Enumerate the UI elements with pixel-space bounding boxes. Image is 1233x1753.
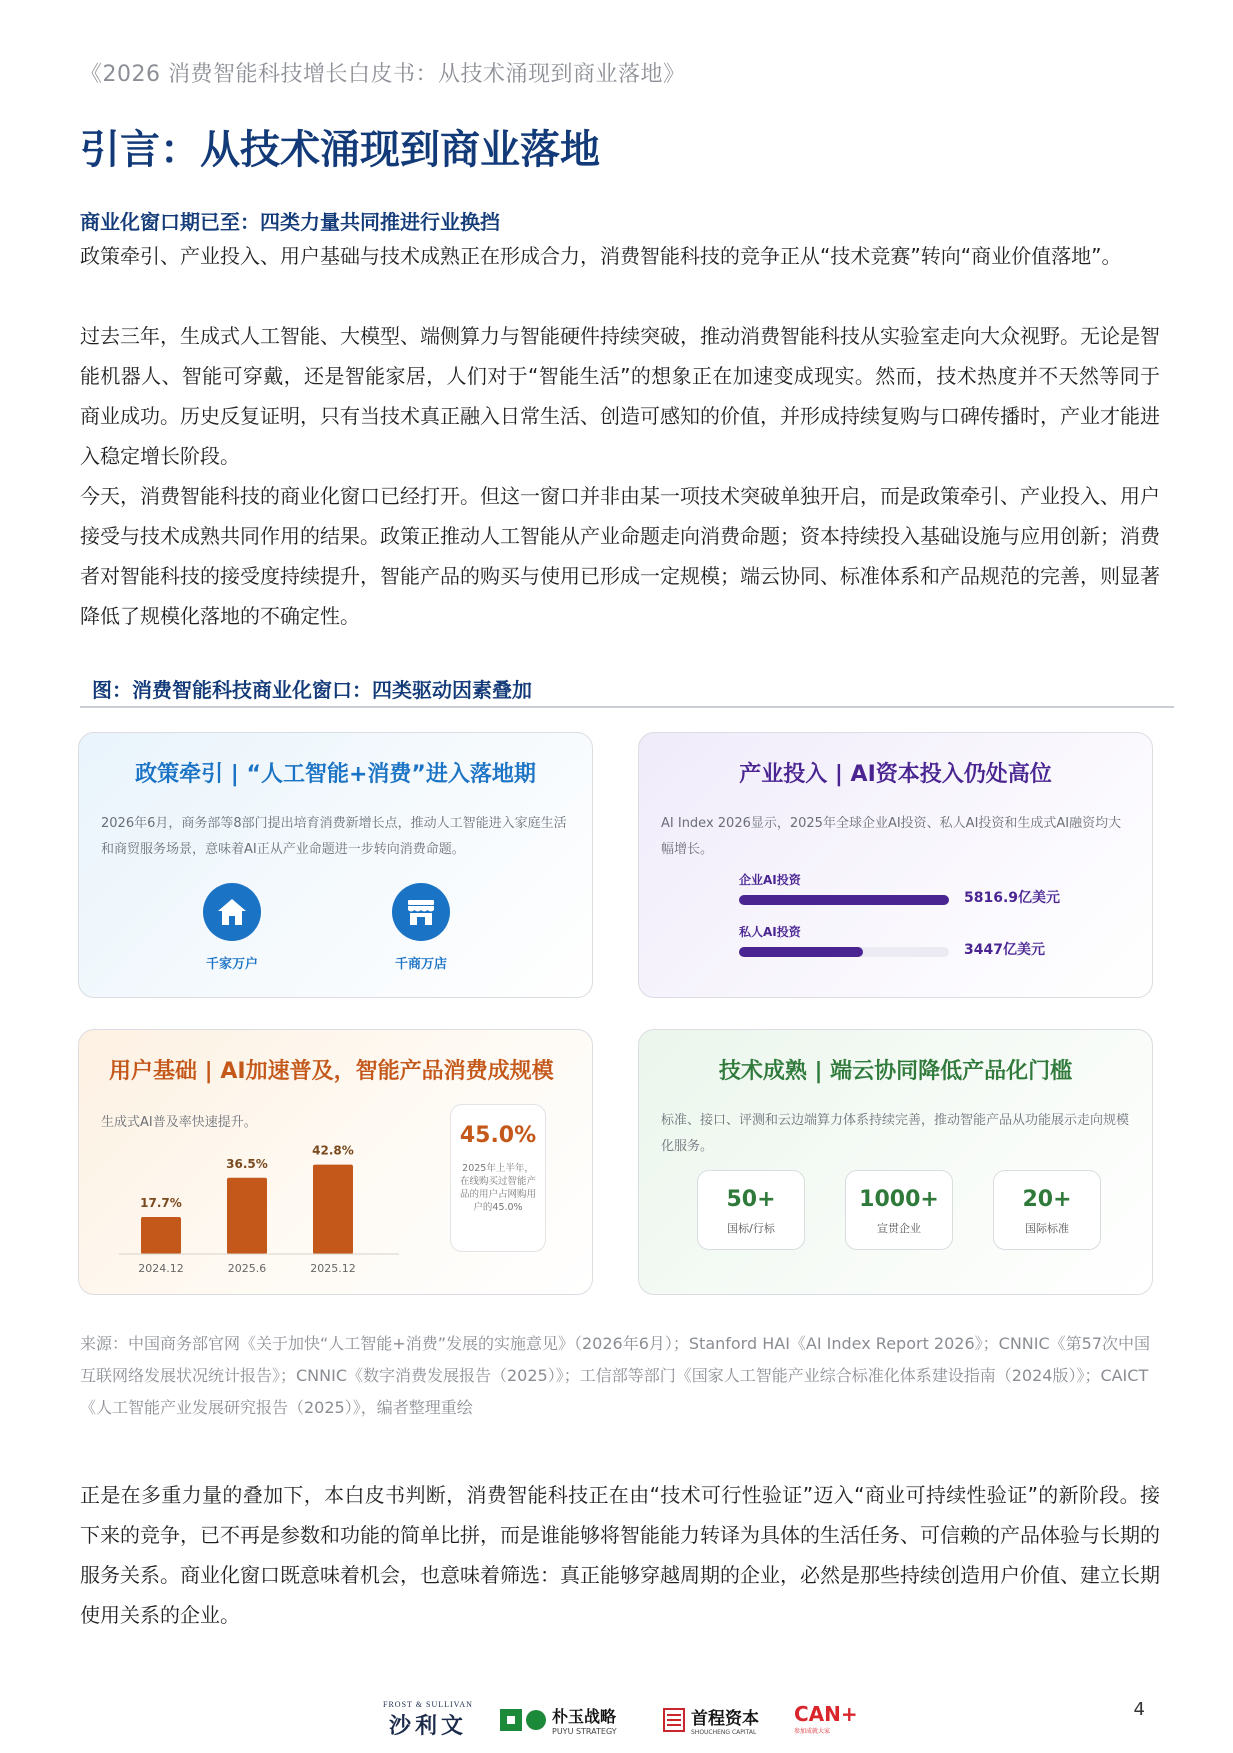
running-header: 《2026 消费智能科技增长白皮书：从技术涌现到商业落地》 bbox=[80, 62, 686, 87]
investment-bar-value: 3447亿美元 bbox=[964, 942, 1045, 958]
puyu-logo-en: PUYU STRATEGY bbox=[552, 1727, 617, 1736]
user-card-desc: 生成式AI普及率快速提升。 bbox=[101, 1115, 257, 1130]
puyu-logo bbox=[500, 1704, 617, 1736]
online-purchase-stat bbox=[450, 1104, 546, 1252]
investment-bar-fill bbox=[739, 947, 863, 957]
metric-value: 20+ bbox=[1022, 1187, 1072, 1212]
can-logo-sub: 参加成就大家 bbox=[794, 1728, 831, 1735]
investment-bar-fill bbox=[739, 895, 949, 905]
bar-value-label: 17.7% bbox=[140, 1196, 182, 1211]
x-tick-label: 2025.6 bbox=[227, 1262, 267, 1275]
tech-maturity-card bbox=[638, 1029, 1153, 1295]
can-logo-text: CAN+ bbox=[794, 1702, 858, 1726]
x-tick-label: 2024.12 bbox=[138, 1262, 184, 1275]
metric-label: 国标/行标 bbox=[727, 1222, 775, 1235]
puyu-logo-cn: 朴玉战略 bbox=[552, 1707, 617, 1726]
investment-card-title: 产业投入 | AI资本投入仍处高位 bbox=[739, 762, 1052, 787]
house-icon bbox=[203, 883, 261, 941]
metric-card bbox=[845, 1170, 953, 1250]
user-card-title: 用户基础 | AI加速普及，智能产品消费成规模 bbox=[109, 1059, 554, 1084]
user-base-card bbox=[78, 1029, 593, 1295]
closing-paragraph: 正是在多重力量的叠加下，本白皮书判断，消费智能科技正在由“技术可行性验证”迈入“商业可持续性验证”的新阶段。接下来的竞争，已不再是参数和功能的简单比拼，而是谁能够将智能能力转译为具体的生活任务、可信赖的产品体验与长期的服务关系。商业化窗口既意味着机会，也意味着筛选：真正能够穿越周期的企业，必然是那些持续创造用户价值、建立长期使用关系的企业。 bbox=[80, 1483, 1160, 1627]
paragraph-2: 过去三年，生成式人工智能、大模型、端侧算力与智能硬件持续突破，推动消费智能科技从实验室走向大众视野。无论是智能机器人、智能可穿戴，还是智能家居，人们对于“智能生活”的想象正在加速变成现实。然而，技术热度并不天然等同于商业成功。历史反复证明，只有当技术真正融入日常生活、创造可感知的价值，并形成持续复购与口碑传播时，产业才能进入稳定增长阶段。 bbox=[80, 324, 1160, 468]
penetration-bar bbox=[313, 1165, 353, 1254]
bar-value-label: 36.5% bbox=[226, 1156, 268, 1171]
store-icon bbox=[392, 883, 450, 941]
stat-note: 2025年上半年，在线购买过智能产品的用户占网购用户的45.0% bbox=[459, 1163, 536, 1213]
metric-value: 50+ bbox=[726, 1187, 776, 1212]
policy-item-label: 千商万店 bbox=[394, 957, 447, 972]
page-title: 引言：从技术涌现到商业落地 bbox=[80, 127, 600, 173]
metric-card bbox=[993, 1170, 1101, 1250]
section-subheading: 商业化窗口期已至：四类力量共同推进行业换挡 bbox=[80, 210, 500, 234]
investment-bar-value: 5816.9亿美元 bbox=[964, 890, 1061, 906]
penetration-bar bbox=[227, 1178, 267, 1254]
paragraph-3: 今天，消费智能科技的商业化窗口已经打开。但这一窗口并非由某一项技术突破单独开启，而是政策牵引、产业投入、用户接受与技术成熟共同作用的结果。政策正推动人工智能从产业命题走向消费命题；资本持续投入基础设施与应用创新；消费者对智能科技的接受度持续提升，智能产品的购买与使用已形成一定规模；端云协同、标准体系和产品规范的完善，则显著降低了规模化落地的不确定性。 bbox=[80, 484, 1160, 628]
investment-bar-row bbox=[739, 871, 1069, 906]
investment-bar-label: 企业AI投资 bbox=[739, 873, 801, 887]
policy-card-desc: 2026年6月，商务部等8部门提出培育消费新增长点，推动人工智能进入家庭生活和商贸服务场景，意味着AI正从产业命题进一步转向消费命题。 bbox=[101, 816, 567, 857]
figure-title: 图：消费智能科技商业化窗口：四类驱动因素叠加 bbox=[92, 678, 532, 702]
frost-logo-cn: 沙利文 bbox=[388, 1713, 467, 1738]
investment-card bbox=[638, 732, 1153, 998]
paragraph-1: 政策牵引、产业投入、用户基础与技术成熟正在形成合力，消费智能科技的竞争正从“技术竞赛”转向“商业价值落地”。 bbox=[80, 244, 1122, 268]
figure-source: 来源：中国商务部官网《关于加快“人工智能+消费”发展的实施意见》（2026年6月）；Stanford HAI《AI Index Report 2026》；CNNIC《第57次中国互联网络发展状况统计报告》；CNNIC《数字消费发展报告（2025）》；工信部等部门《国家人工智能产业综合标准化体系建设指南（2024版）》；CAICT《人工智能产业发展研究报告（2025）》，编者整理重绘 bbox=[80, 1334, 1151, 1417]
can-plus-logo bbox=[794, 1702, 858, 1735]
shoucheng-logo-cn: 首程资本 bbox=[691, 1709, 759, 1728]
penetration-bar bbox=[141, 1217, 181, 1254]
page-number: 4 bbox=[1133, 1699, 1145, 1720]
policy-item-households bbox=[182, 883, 282, 972]
frost-logo-en: FROST & SULLIVAN bbox=[383, 1700, 473, 1709]
metric-label: 宣贯企业 bbox=[877, 1222, 921, 1235]
shoucheng-mark-icon bbox=[663, 1708, 685, 1732]
metric-label: 国际标准 bbox=[1025, 1222, 1069, 1235]
investment-bar-label: 私人AI投资 bbox=[739, 925, 801, 939]
investment-bar-track bbox=[739, 895, 949, 905]
policy-card bbox=[78, 732, 593, 998]
penetration-bar-chart bbox=[109, 1132, 409, 1292]
shoucheng-logo-en: SHOUCHENG CAPITAL bbox=[691, 1729, 757, 1736]
shoucheng-logo bbox=[663, 1704, 759, 1736]
investment-card-desc: AI Index 2026显示，2025年全球企业AI投资、私人AI投资和生成式AI融资均大幅增长。 bbox=[661, 816, 1122, 857]
metric-value: 1000+ bbox=[859, 1187, 939, 1212]
investment-bar-row bbox=[739, 923, 1069, 958]
policy-item-stores bbox=[371, 883, 471, 972]
policy-card-title: 政策牵引 | “人工智能+消费”进入落地期 bbox=[135, 762, 536, 787]
puyu-mark-icon bbox=[500, 1709, 522, 1731]
figure-divider bbox=[80, 706, 1174, 708]
frost-sullivan-logo bbox=[378, 1700, 478, 1740]
tech-card-title: 技术成熟 | 端云协同降低产品化门槛 bbox=[718, 1059, 1073, 1084]
footer-logos bbox=[0, 1700, 1233, 1740]
metric-card bbox=[697, 1170, 805, 1250]
stat-value: 45.0% bbox=[459, 1123, 537, 1148]
investment-bar-track bbox=[739, 947, 949, 957]
x-tick-label: 2025.12 bbox=[310, 1262, 356, 1275]
puyu-dot-icon bbox=[526, 1710, 546, 1730]
policy-item-label: 千家万户 bbox=[205, 957, 258, 972]
bar-value-label: 42.8% bbox=[312, 1143, 354, 1158]
tech-card-desc: 标准、接口、评测和云边端算力体系持续完善，推动智能产品从功能展示走向规模化服务。 bbox=[661, 1113, 1130, 1154]
